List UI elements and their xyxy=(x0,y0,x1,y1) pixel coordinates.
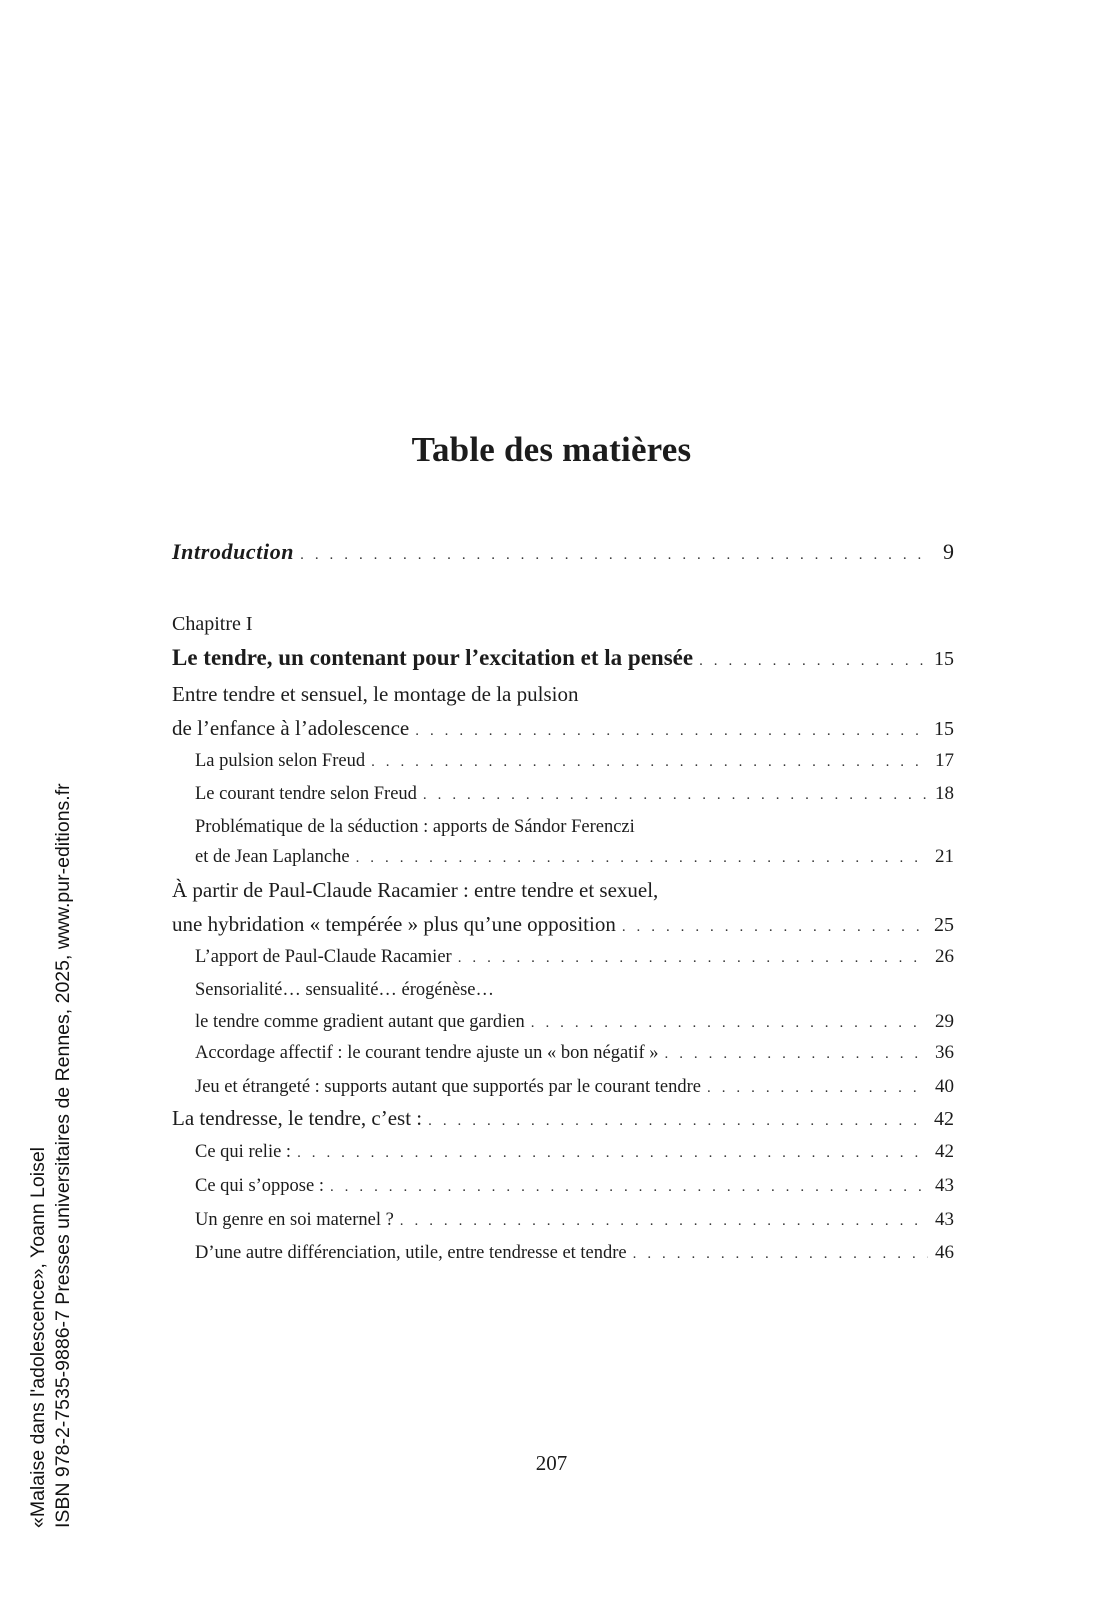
toc-entry-subsection[interactable] xyxy=(195,1135,954,1170)
toc-entry-label-line-1: Problématique de la séduction : apports de Sándor Ferenczi xyxy=(195,817,635,837)
toc-entry-label: D’une autre différenciation, utile, entre tendresse et tendre xyxy=(195,1243,627,1263)
dot-leader xyxy=(665,1038,928,1071)
toc-entry-label: Introduction xyxy=(172,539,295,564)
chapter-number-label: Chapitre I xyxy=(172,613,253,635)
toc-page-number: 40 xyxy=(935,1076,954,1097)
toc-entry-subsection[interactable] xyxy=(195,1203,954,1238)
toc-entry-label: Ce qui s’oppose : xyxy=(195,1176,324,1196)
toc-entry-subsection[interactable] xyxy=(195,777,954,812)
dot-leader xyxy=(428,1104,928,1138)
dot-leader xyxy=(622,910,928,944)
toc-entry-label: La pulsion selon Freud xyxy=(195,751,366,771)
toc-page-number: 42 xyxy=(935,1141,954,1162)
toc-entry-label: Jeu et étrangeté : supports autant que supportés par le courant tendre xyxy=(195,1077,702,1097)
toc-page-number: 21 xyxy=(935,846,954,867)
toc-page-number: 18 xyxy=(935,783,954,804)
toc-entry-label: L’apport de Paul-Claude Racamier xyxy=(195,947,452,967)
dot-leader xyxy=(415,714,928,748)
toc-entry-subsection[interactable] xyxy=(195,812,954,873)
toc-page-number: 29 xyxy=(935,1011,954,1032)
dot-leader xyxy=(356,843,928,873)
toc-entry-subsection[interactable] xyxy=(195,744,954,779)
toc-entry-chapter-1[interactable] xyxy=(172,641,954,678)
toc-entry-label-line-1: Sensorialité… sensualité… érogénèse… xyxy=(195,980,494,1000)
toc-entry-introduction[interactable] xyxy=(172,535,954,572)
toc-page-number: 15 xyxy=(934,648,954,670)
dot-leader xyxy=(330,1171,928,1204)
toc-entry-label-line-2: de l’enfance à l’adolescence xyxy=(172,716,410,740)
dot-leader xyxy=(633,1238,928,1271)
toc-page-number: 17 xyxy=(935,750,954,771)
dot-leader xyxy=(423,779,928,812)
toc-entry-label-line-2: une hybridation « tempérée » plus qu’une opposition xyxy=(172,912,616,936)
toc-page-number: 9 xyxy=(943,539,954,564)
toc-page-number: 25 xyxy=(934,914,954,936)
dot-leader xyxy=(531,1007,928,1039)
side-note-line-1: «Malaise dans l'adolescence», Yoann Loisel xyxy=(27,1146,49,1528)
page-number: 207 xyxy=(535,1451,568,1475)
toc-page-number: 42 xyxy=(934,1108,954,1130)
side-note-line-2: ISBN 978-2-7535-9886-7 Presses universitaires de Rennes, 2025, www.pur-editions.fr xyxy=(52,783,74,1528)
toc-entry-subsection[interactable] xyxy=(195,1036,954,1071)
toc-page-number: 46 xyxy=(935,1242,954,1263)
dot-leader xyxy=(297,1137,928,1170)
dot-leader xyxy=(458,942,928,975)
toc-entry-label: Le tendre, un contenant pour l’excitation et la pensée xyxy=(172,645,694,670)
toc-page-number: 43 xyxy=(935,1175,954,1196)
page-title: Table des matières xyxy=(411,430,692,469)
toc-entry-label: Ce qui relie : xyxy=(195,1142,292,1162)
toc-page-number: 26 xyxy=(935,946,954,967)
toc-entry-section[interactable] xyxy=(172,873,954,944)
dot-leader xyxy=(699,644,928,678)
toc-entry-subsection[interactable] xyxy=(195,940,954,975)
toc-page-number: 43 xyxy=(935,1209,954,1230)
toc-entry-label-line-2: le tendre comme gradient autant que gardien xyxy=(195,1012,525,1032)
toc-entry-label-line-2: et de Jean Laplanche xyxy=(195,847,350,867)
toc-entry-label: Accordage affectif : le courant tendre ajuste un « bon négatif » xyxy=(195,1043,659,1063)
toc-page-number: 36 xyxy=(935,1042,954,1063)
toc-entry-label: Un genre en soi maternel ? xyxy=(195,1210,394,1230)
toc-entry-subsection[interactable] xyxy=(195,1070,954,1105)
toc-entry-section[interactable] xyxy=(172,1101,954,1138)
toc-entry-section[interactable] xyxy=(172,677,954,748)
toc-entry-subsection[interactable] xyxy=(195,974,954,1039)
toc-entry-subsection[interactable] xyxy=(195,1169,954,1204)
dot-leader xyxy=(371,746,928,779)
dot-leader xyxy=(400,1205,928,1238)
toc-page-number: 15 xyxy=(934,718,954,740)
toc-entry-label: La tendresse, le tendre, c’est : xyxy=(172,1106,423,1130)
toc-entry-subsection[interactable] xyxy=(195,1236,954,1271)
copyright-side-note xyxy=(26,698,76,1528)
dot-leader xyxy=(300,538,928,572)
toc-entry-label-line-1: Entre tendre et sensuel, le montage de la pulsion xyxy=(172,682,579,706)
toc-entry-label: Le courant tendre selon Freud xyxy=(195,784,417,804)
toc-entry-label-line-1: À partir de Paul-Claude Racamier : entre tendre et sexuel, xyxy=(172,878,659,902)
